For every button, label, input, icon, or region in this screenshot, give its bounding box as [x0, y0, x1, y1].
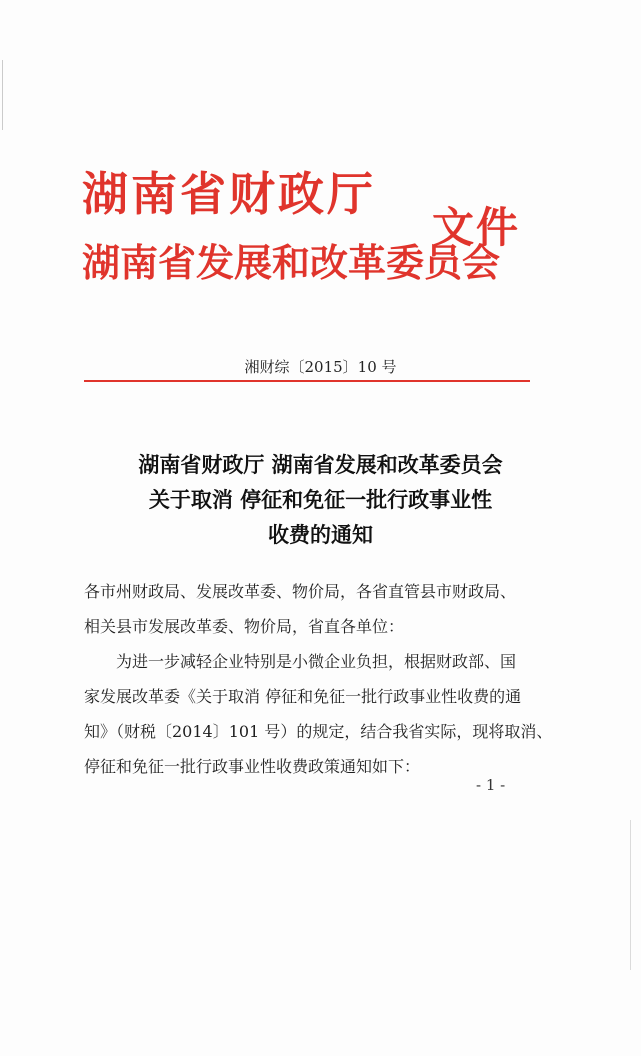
title-line-1: 湖南省财政厅 湖南省发展和改革委员会 [138, 452, 503, 477]
paragraph-line: 家发展改革委《关于取消 停征和免征一批行政事业性收费的通 [84, 687, 522, 706]
document-number: 湘财综〔2015〕10 号 [244, 358, 397, 376]
issuing-agency-1: 湖南省财政厅 [82, 167, 376, 221]
document-body [84, 574, 553, 784]
scan-edge-mark [630, 820, 631, 970]
title-line-2: 关于取消 停征和免征一批行政事业性 [148, 487, 493, 512]
red-divider-line [84, 380, 530, 382]
addressee-line-2: 相关县市发展改革委、物价局，省直各单位： [84, 617, 405, 636]
document-type-label: 文件 [432, 203, 521, 252]
addressee-line-1: 各市州财政局、发展改革委、物价局，各省直管县市财政局、 [84, 582, 517, 601]
document-title [0, 447, 641, 552]
page-number: - 1 - [476, 776, 506, 794]
paragraph-line: 停征和免征一批行政事业性收费政策通知如下： [84, 757, 421, 776]
issuing-agency-2: 湖南省发展和改革委员会 [82, 241, 501, 285]
paragraph-line: 知》（财税〔2014〕101 号）的规定，结合我省实际，现将取消、 [84, 722, 553, 741]
paragraph-line: 为进一步减轻企业特别是小微企业负担，根据财政部、国 [116, 652, 517, 671]
title-line-3: 收费的通知 [268, 522, 373, 547]
scan-edge-mark [2, 60, 3, 130]
